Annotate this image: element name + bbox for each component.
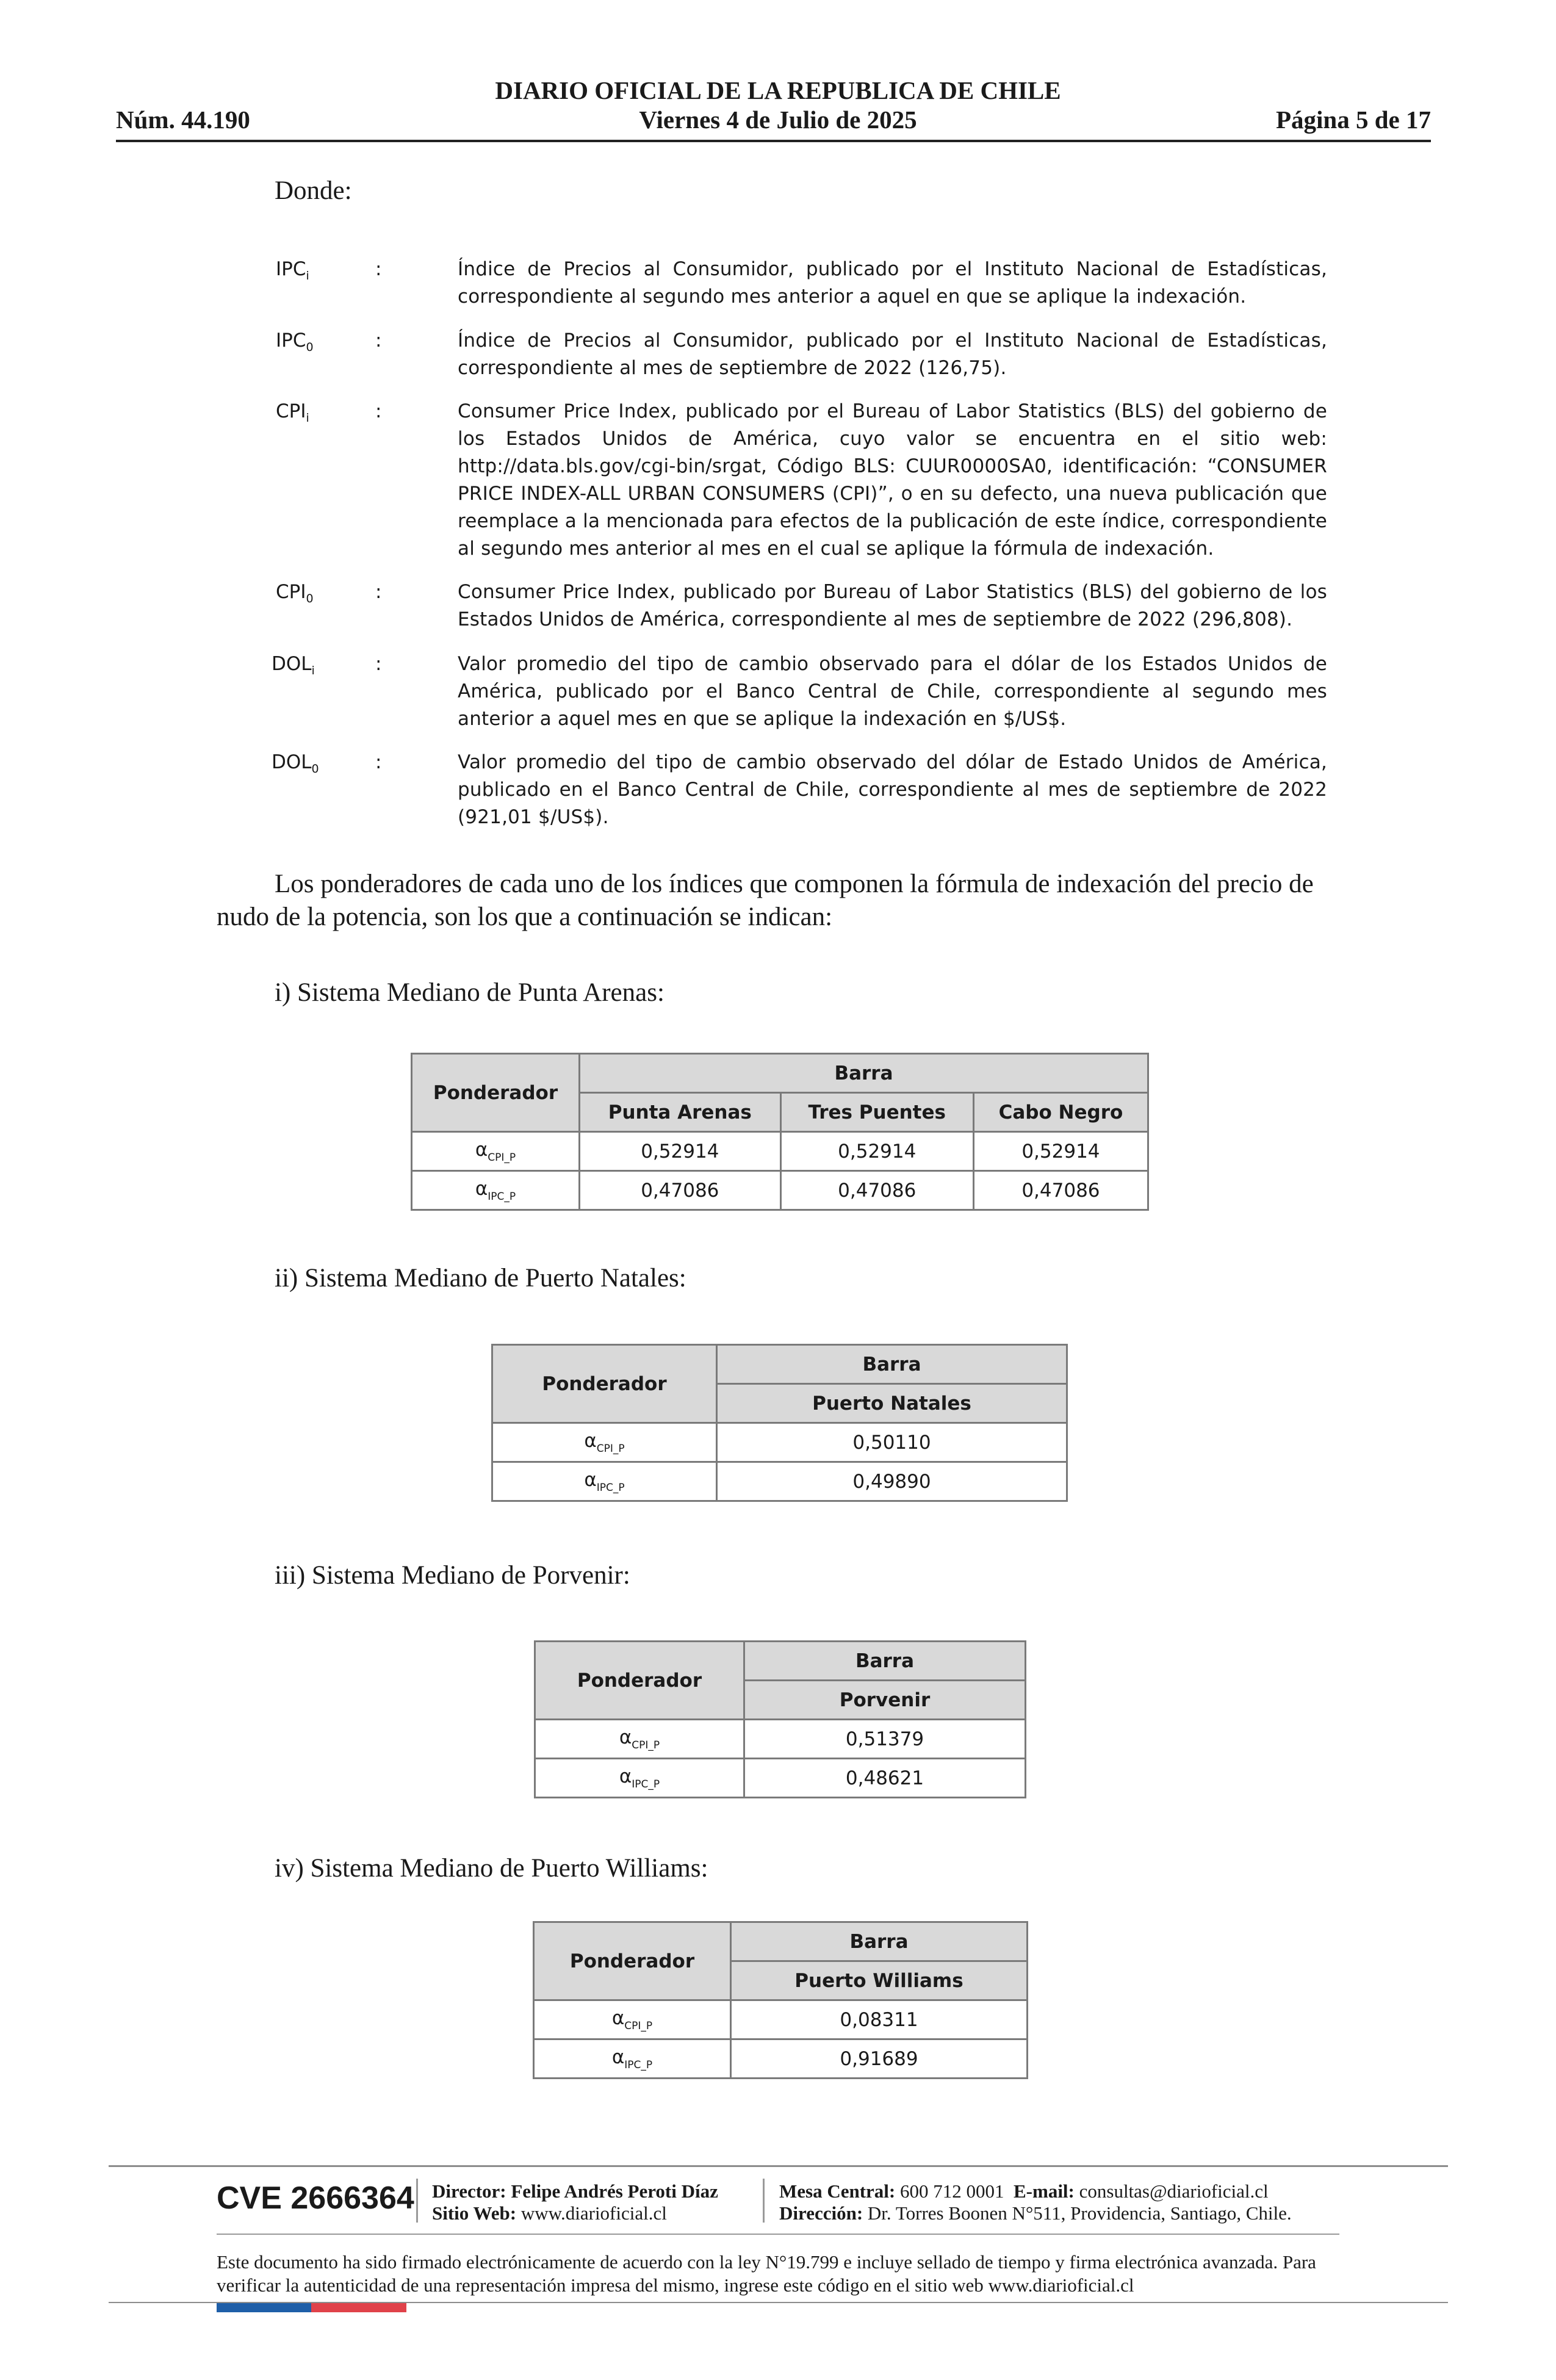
def-symbol-ipc-0: $IPC_0$: [276, 330, 314, 354]
footer-separator: [416, 2179, 418, 2223]
signature-notice: Este documento ha sido firmado electrónicamente de acuerdo con la ley N°19.799 e incluye sellado de tiempo y firma electrónica avanzada. Para verificar la autenticidad de una representación impresa del mismo, ingrese este código en el sitio web www.diarioficial.cl: [217, 2251, 1316, 2296]
header-ponderador: Ponderador: [534, 1922, 731, 2000]
def-colon: :: [375, 258, 382, 280]
def-symbol-cpi-0: $CPI_0$: [276, 581, 314, 605]
footer-phone-email: Mesa Central: 600 712 0001 E-mail: consultas@diarioficial.cl: [779, 2180, 1269, 2202]
alpha-ipc-label: $\alpha_{IPC\_P}$: [535, 1759, 744, 1798]
newspaper-title: DIARIO OFICIAL DE LA REPUBLICA DE CHILE: [495, 76, 1061, 104]
header-barra: Barra: [744, 1642, 1026, 1681]
table-row: [534, 2039, 1028, 2079]
table-row: [535, 1759, 1026, 1798]
header-barra: Barra: [717, 1345, 1067, 1384]
table-cell: 0,48621: [744, 1759, 1026, 1798]
def-symbol-dol-0: $DOL_0$: [272, 751, 319, 776]
weights-table-porvenir: [534, 1640, 1026, 1798]
def-colon: :: [375, 751, 382, 773]
page-number: Página 5 de 17: [1276, 106, 1431, 134]
alpha-cpi-label: $\alpha_{CPI\_P}$: [492, 1423, 717, 1462]
alpha-ipc-label: $\alpha_{IPC\_P}$: [412, 1171, 580, 1210]
def-text-ipc-i: Índice de Precios al Consumidor, publicado por el Instituto Nacional de Estadísticas, correspondiente al segundo mes anterior a aquel en que se aplique la indexación.: [458, 258, 1327, 308]
footer-address: Dirección: Dr. Torres Boonen N°511, Providencia, Santiago, Chile.: [779, 2202, 1292, 2224]
brand-bar-red: [311, 2303, 406, 2312]
header-rule: [116, 140, 1431, 142]
alpha-cpi-label: $\alpha_{CPI\_P}$: [535, 1720, 744, 1759]
table-row: [492, 1423, 1067, 1462]
issue-date: Viernes 4 de Julio de 2025: [639, 106, 917, 134]
issue-number: Núm. 44.190: [116, 106, 250, 134]
website-link[interactable]: www.diarioficial.cl: [520, 2202, 667, 2224]
def-colon: :: [375, 330, 382, 352]
email-link[interactable]: consultas@diarioficial.cl: [1079, 2180, 1269, 2202]
def-text-dol-i: Valor promedio del tipo de cambio observado para el dólar de los Estados Unidos de América, publicado por el Banco Central de Chile, correspondiente al segundo mes anterior a aquel mes en que se aplique la indexación en $/US$.: [458, 653, 1327, 730]
footer-director: Director: Felipe Andrés Peroti Díaz: [432, 2180, 718, 2202]
weights-table-puerto-natales: [491, 1344, 1068, 1502]
header-ponderador: Ponderador: [535, 1642, 744, 1720]
table-row: [535, 1720, 1026, 1759]
def-symbol-ipc-i: $IPC_i$: [276, 258, 309, 283]
table-cell: 0,52914: [973, 1132, 1148, 1171]
alpha-cpi-label: $\alpha_{CPI\_P}$: [534, 2000, 731, 2039]
def-text-cpi-0: Consumer Price Index, publicado por Bureau of Labor Statistics (BLS) del gobierno de los Estados Unidos de América, correspondiente al mes de septiembre de 2022 (296,808).: [458, 581, 1327, 630]
section-heading-porvenir: iii) Sistema Mediano de Porvenir:: [275, 1561, 630, 1590]
def-text-dol-0: Valor promedio del tipo de cambio observado del dólar de Estado Unidos de América, publicado en el Banco Central de Chile, correspondiente al mes de septiembre de 2022 (921,01 $/US$).: [458, 751, 1327, 828]
table-cell: 0,08311: [731, 2000, 1028, 2039]
section-heading-puerto-williams: iv) Sistema Mediano de Puerto Williams:: [275, 1854, 708, 1883]
def-colon: :: [375, 581, 382, 603]
table-cell: 0,91689: [731, 2039, 1028, 2079]
header-barra-puerto-williams: Puerto Williams: [731, 1961, 1028, 2000]
def-text-cpi-i: Consumer Price Index, publicado por el Bureau of Labor Statistics (BLS) del gobierno de los Estados Unidos de América, cuyo valor se encuentra en el sitio web: http://data.bls.gov/cgi-bin/srgat, Código BLS: CUUR0000SA0, identificación: “CONSUMER PRICE INDEX-ALL URBAN CONSUMERS (CPI)”, o en su defecto, una nueva publicación que reemplace a la mencionada para efectos de la publicación de este índice, correspondiente al segundo mes anterior al mes en el cual se aplique la fórmula de indexación.: [458, 400, 1327, 560]
header-barra-puerto-natales: Puerto Natales: [717, 1384, 1067, 1423]
brand-bar-blue: [217, 2303, 311, 2312]
header-barra-cabo-negro: Cabo Negro: [973, 1093, 1148, 1132]
table-row: [412, 1171, 1148, 1210]
header-ponderador: Ponderador: [412, 1054, 580, 1132]
weights-table-punta-arenas: [411, 1053, 1149, 1211]
weights-table-puerto-williams: [533, 1921, 1028, 2079]
table-row: [534, 2000, 1028, 2039]
table-cell: 0,47086: [580, 1171, 781, 1210]
table-cell: 0,49890: [717, 1462, 1067, 1501]
alpha-ipc-label: $\alpha_{IPC\_P}$: [534, 2039, 731, 2079]
weights-intro-paragraph: Los ponderadores de cada uno de los índices que componen la fórmula de indexación del precio de nudo de la potencia, son los que a continuación se indican:: [217, 870, 1314, 931]
table-cell: 0,47086: [973, 1171, 1148, 1210]
table-cell: 0,51379: [744, 1720, 1026, 1759]
header-barra: Barra: [580, 1054, 1148, 1093]
def-colon: :: [375, 400, 382, 422]
table-cell: 0,47086: [780, 1171, 973, 1210]
footer-inner-rule: [217, 2234, 1339, 2235]
table-cell: 0,52914: [580, 1132, 781, 1171]
header-barra-tres-puentes: Tres Puentes: [780, 1093, 973, 1132]
header-ponderador: Ponderador: [492, 1345, 717, 1423]
footer-website: Sitio Web: www.diarioficial.cl: [432, 2202, 667, 2224]
table-cell: 0,50110: [717, 1423, 1067, 1462]
def-text-ipc-0: Índice de Precios al Consumidor, publicado por el Instituto Nacional de Estadísticas, correspondiente al mes de septiembre de 2022 (126,75).: [458, 330, 1327, 379]
header-barra-porvenir: Porvenir: [744, 1681, 1026, 1720]
section-heading-punta-arenas: i) Sistema Mediano de Punta Arenas:: [275, 978, 665, 1007]
table-row: [492, 1462, 1067, 1501]
header-barra: Barra: [731, 1922, 1028, 1961]
def-colon: :: [375, 653, 382, 675]
donde-label: Donde:: [275, 176, 352, 205]
alpha-cpi-label: $\alpha_{CPI\_P}$: [412, 1132, 580, 1171]
header-barra-punta-arenas: Punta Arenas: [580, 1093, 781, 1132]
footer-top-rule: [109, 2165, 1448, 2167]
alpha-ipc-label: $\alpha_{IPC\_P}$: [492, 1462, 717, 1501]
cve-code: CVE 2666364: [217, 2180, 414, 2216]
section-heading-puerto-natales: ii) Sistema Mediano de Puerto Natales:: [275, 1264, 686, 1293]
footer-separator: [763, 2179, 765, 2223]
table-row: [412, 1132, 1148, 1171]
def-symbol-dol-i: $DOL_i$: [272, 653, 315, 677]
table-cell: 0,52914: [780, 1132, 973, 1171]
def-symbol-cpi-i: $CPI_i$: [276, 400, 309, 425]
